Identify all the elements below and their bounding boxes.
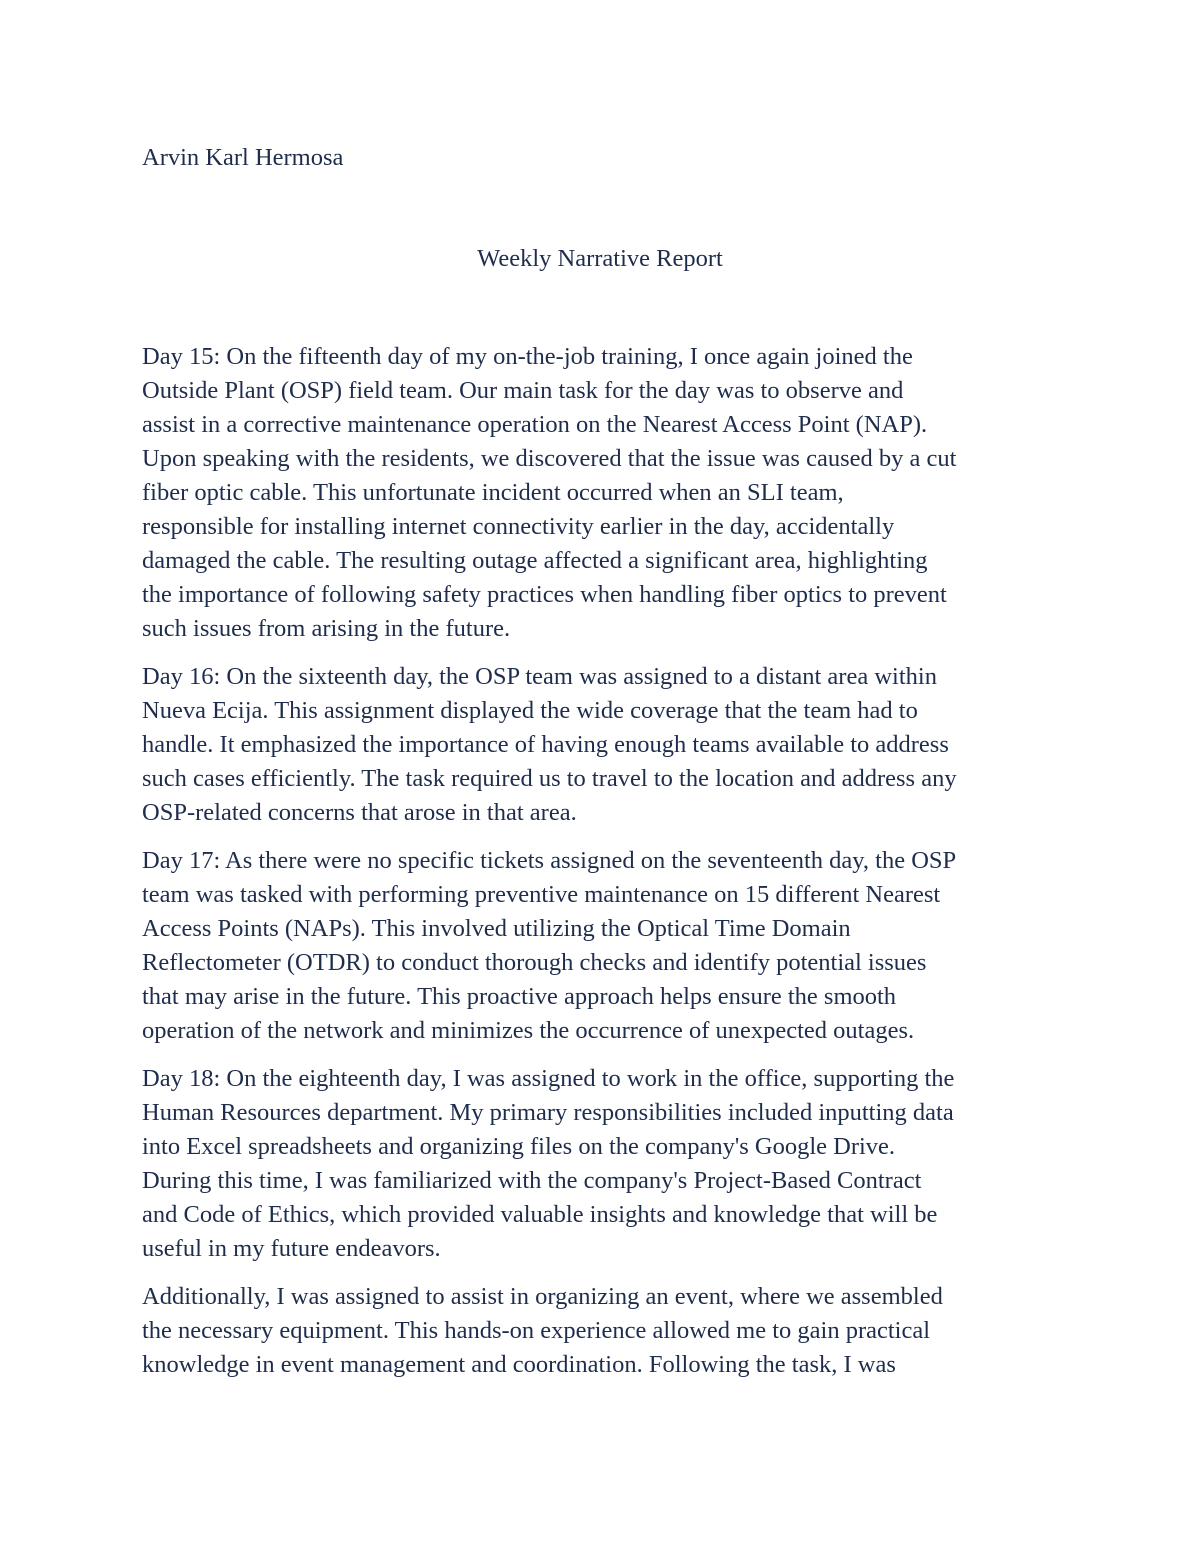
paragraph-day-16 xyxy=(142,660,1062,830)
text-line: that may arise in the future. This proactive approach helps ensure the smooth xyxy=(142,983,897,1010)
text-line: useful in my future endeavors. xyxy=(142,1235,441,1262)
text-line: team was tasked with performing preventive maintenance on 15 different Nearest xyxy=(142,881,941,908)
text-line: Day 15: On the fifteenth day of my on-the-job training, I once again joined the xyxy=(142,343,913,370)
paragraph-day-15 xyxy=(142,340,1062,646)
text-line: Day 18: On the eighteenth day, I was assigned to work in the office, supporting the xyxy=(142,1065,955,1092)
text-line: handle. It emphasized the importance of having enough teams available to address xyxy=(142,731,949,758)
text-line: into Excel spreadsheets and organizing files on the company's Google Drive. xyxy=(142,1133,896,1160)
text-line: Access Points (NAPs). This involved utilizing the Optical Time Domain xyxy=(142,915,851,942)
text-line: Additionally, I was assigned to assist in organizing an event, where we assembled xyxy=(142,1283,943,1310)
document-body xyxy=(142,340,1062,1396)
text-line: OSP-related concerns that arose in that area. xyxy=(142,799,577,826)
text-line: Human Resources department. My primary responsibilities included inputting data xyxy=(142,1099,954,1126)
text-line: Upon speaking with the residents, we discovered that the issue was caused by a cut xyxy=(142,445,957,472)
text-line: the importance of following safety practices when handling fiber optics to prevent xyxy=(142,581,947,608)
text-line: and Code of Ethics, which provided valuable insights and knowledge that will be xyxy=(142,1201,938,1228)
paragraph-day-17 xyxy=(142,844,1062,1048)
text-line: During this time, I was familiarized with the company's Project-Based Contract xyxy=(142,1167,922,1194)
text-line: damaged the cable. The resulting outage affected a significant area, highlighting xyxy=(142,547,928,574)
text-line: Day 17: As there were no specific tickets assigned on the seventeenth day, the OSP xyxy=(142,847,957,874)
text-line: fiber optic cable. This unfortunate incident occurred when an SLI team, xyxy=(142,479,844,506)
author-name: Arvin Karl Hermosa xyxy=(142,144,344,171)
text-line: such cases efficiently. The task required us to travel to the location and address any xyxy=(142,765,957,792)
text-line: Reflectometer (OTDR) to conduct thorough checks and identify potential issues xyxy=(142,949,927,976)
text-line: knowledge in event management and coordination. Following the task, I was xyxy=(142,1351,896,1378)
text-line: such issues from arising in the future. xyxy=(142,615,511,642)
text-line: the necessary equipment. This hands-on experience allowed me to gain practical xyxy=(142,1317,931,1344)
text-line: Day 16: On the sixteenth day, the OSP team was assigned to a distant area within xyxy=(142,663,937,690)
text-line: responsible for installing internet connectivity earlier in the day, accidentally xyxy=(142,513,895,540)
text-line: assist in a corrective maintenance operation on the Nearest Access Point (NAP). xyxy=(142,411,928,438)
paragraph-additionally xyxy=(142,1280,1062,1382)
document-title: Weekly Narrative Report xyxy=(477,245,723,272)
text-line: Outside Plant (OSP) field team. Our main task for the day was to observe and xyxy=(142,377,904,404)
paragraph-day-18 xyxy=(142,1062,1062,1266)
text-line: Nueva Ecija. This assignment displayed the wide coverage that the team had to xyxy=(142,697,918,724)
text-line: operation of the network and minimizes the occurrence of unexpected outages. xyxy=(142,1017,915,1044)
